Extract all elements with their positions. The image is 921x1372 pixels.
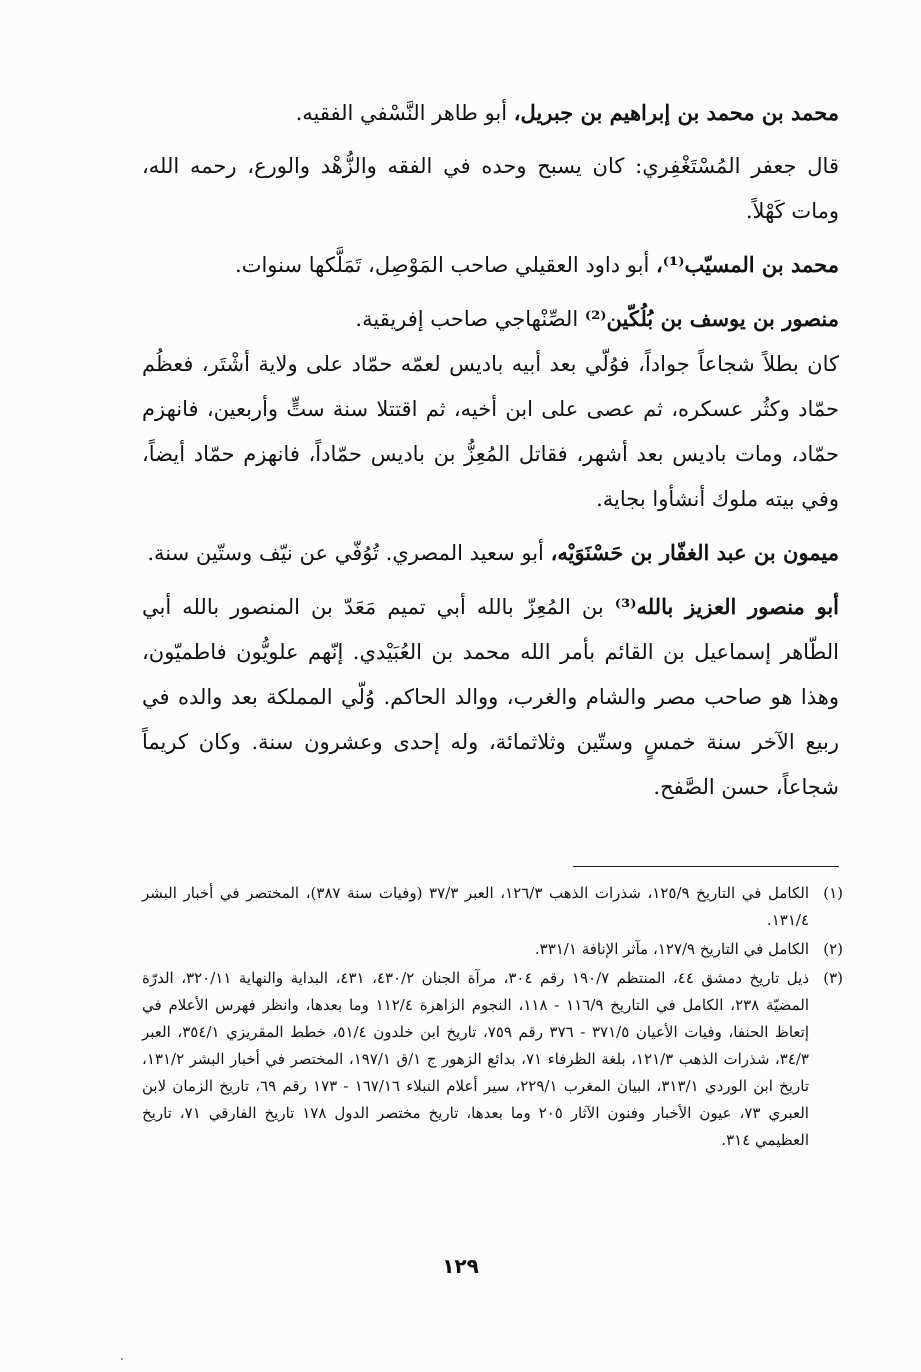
- footnote-3: [142, 965, 843, 1154]
- footnote-number: (٢): [823, 940, 843, 958]
- footnote-1: [142, 880, 843, 934]
- entry-3-body-text: كان بطلاً شجاعاً جواداً، فوُلّي بعد أبيه باديس لعمّه حمّاد على ولاية أشْتَر، فعظُم حمّاد وكثُر عسكره، ثم عصى على ابن أخيه، ثم اقتتلا سنة ستٍّ وأربعين، فانهزم حمّاد، ومات باديس بعد أشهر، فقاتل المُعِزُّ بن باديس حمّاداً، فانهزم حمّاد أيضاً، وفي بيته ملوك أنشأوا بجاية.: [142, 352, 839, 511]
- entry-2-text: أبو داود العقيلي صاحب المَوْصِل، تَمَلَّكها سنوات.: [235, 253, 656, 277]
- entry-5-head: أبو منصور العزيز بالله⁽³⁾: [614, 594, 840, 619]
- footnote-number: (١): [823, 884, 843, 902]
- entry-3-head: منصور بن يوسف بن بُلُكّين⁽²⁾: [584, 306, 839, 331]
- entry-3: [142, 296, 839, 342]
- entry-5: [142, 584, 839, 810]
- entry-2-head: محمد بن المسيّب⁽¹⁾،: [656, 252, 839, 277]
- scan-speck: [121, 1358, 123, 1360]
- entry-4-text: أبو سعيد المصري. تُوُفّي عن نيّف وستّين سنة.: [147, 541, 551, 565]
- entry-3-body: [142, 342, 839, 522]
- footnote-separator: [573, 866, 839, 867]
- entry-4-head: ميمون بن عبد الغفّار بن حَسْنَوَيْه،: [550, 540, 839, 565]
- entry-4: [142, 530, 839, 576]
- main-text: [142, 90, 839, 818]
- entry-1: [142, 90, 839, 136]
- entry-1-head: محمد بن محمد بن إبراهيم بن جبريل،: [513, 100, 839, 125]
- entry-1-text: أبو طاهر النَّسْفي الفقيه.: [295, 101, 514, 125]
- footnote-number: (٣): [823, 969, 843, 987]
- footnote-text: ذيل تاريخ دمشق ٤٤، المنتظم ١٩٠/٧ رقم ٣٠٤، مرآة الجنان ٤٣٠/٢، ٤٣١، البداية والنهاية ٣٢٠/١١، الدرّة المضيّة ٢٣٨، الكامل في التاريخ ١١٦/٩ - ١١٨، النجوم الزاهرة ١١٢/٤ وما بعدها، وانظر فهرس الأعلام في إتعاظ الحنفا، وفيات الأعيان ٣٧١/٥ - ٣٧٦ رقم ٧٥٩، تاريخ ابن خلدون ٥١/٤، خطط المقريزي ٣٥٤/١، العبر ٣٤/٣، شذرات الذهب ١٢١/٣، بلغة الظرفاء ٧١، بدائع الزهور ج ١/ق ١٩٧/١، المختصر في أخبار البشر ١٣١/٢، تاريخ ابن الوردي ٣١٣/١، البيان المغرب ٢٢٩/١، سير أعلام النبلاء ١٦٧/١٦ - ١٧٣ رقم ٦٩، تاريخ الزمان لابن العبري ٧٣، عيون الأخبار وفنون الآثار ٢٠٥ وما بعدها، تاريخ مختصر الدول ١٧٨ تاريخ الفارقي ٧١، تاريخ العظيمي ٣١٤.: [142, 969, 810, 1149]
- footnotes: [142, 880, 843, 1156]
- entry-2: [142, 242, 839, 288]
- footnote-2: [142, 936, 843, 963]
- entry-3-text: الصِّنْهاجي صاحب إفريقية.: [355, 307, 585, 331]
- footnote-text: الكامل في التاريخ ١٢٧/٩، مآثر الإنافة ٣٣١/١.: [534, 940, 809, 958]
- entry-1-quote: [142, 144, 839, 234]
- entry-5-text: بن المُعِزّ بالله أبي تميم مَعَدّ بن المنصور بالله أبي الطّاهر إسماعيل بن القائم بأمر الله محمد بن العُبَيْدي. إنّهم علويُّون فاطميّون، وهذا هو صاحب مصر والشام والغرب، ووالد الحاكم. وُلّي المملكة بعد والده في ربيع الآخر سنة خمسٍ وستّين وثلاثمائة، وله إحدى وعشرون سنة. وكان كريماً شجاعاً، حسن الصَّفح.: [142, 595, 839, 799]
- footnote-text: الكامل في التاريخ ١٢٥/٩، شذرات الذهب ١٢٦/٣، العبر ٣٧/٣ (وفيات سنة ٣٨٧)، المختصر في أخبار البشر ١٣١/٤.: [142, 884, 809, 929]
- page-number: ١٢٩: [442, 1254, 479, 1278]
- entry-1-quote-text: قال جعفر المُسْتَغْفِري: كان يسبح وحده في الفقه والزُّهْد والورع، رحمه الله، ومات كَهْلاً.: [142, 154, 839, 223]
